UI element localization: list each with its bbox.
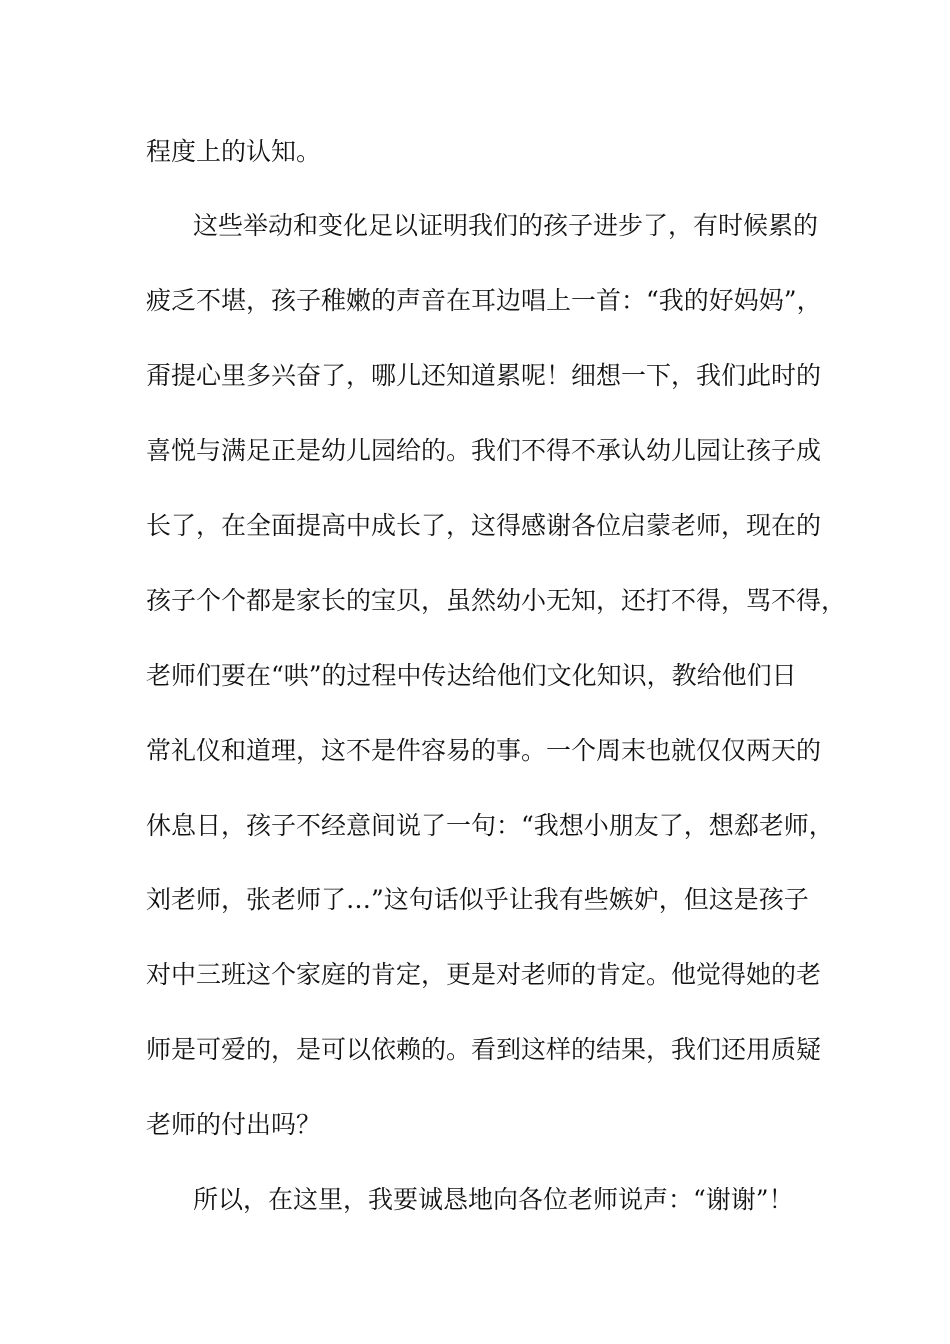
text-line: 孩子个个都是家长的宝贝，虽然幼小无知，还打不得，骂不得， [146, 586, 847, 615]
text-line: 疲乏不堪，孩子稚嫩的声音在耳边唱上一首：“我的好妈妈”， [146, 286, 822, 315]
text-line: 老师们要在“哄”的过程中传达给他们文化知识，教给他们日 [146, 661, 797, 690]
text-line: 这些举动和变化足以证明我们的孩子进步了，有时候累的 [193, 211, 819, 240]
text-line: 休息日，孩子不经意间说了一句：“我想小朋友了，想郄老师， [146, 811, 834, 840]
text-line: 程度上的认知。 [146, 137, 322, 166]
text-line: 喜悦与满足正是幼儿园给的。我们不得不承认幼儿园让孩子成 [146, 436, 822, 465]
text-line: 所以，在这里，我要诚恳地向各位老师说声：“谢谢”！ [193, 1185, 794, 1214]
text-line: 长了，在全面提高中成长了，这得感谢各位启蒙老师，现在的 [146, 511, 822, 540]
text-line: 师是可爱的，是可以依赖的。看到这样的结果，我们还用质疑 [146, 1035, 822, 1064]
text-line: 对中三班这个家庭的肯定，更是对老师的肯定。他觉得她的老 [146, 960, 822, 989]
text-line: 老师的付出吗？ [146, 1110, 322, 1139]
text-line: 甭提心里多兴奋了，哪儿还知道累呢！细想一下，我们此时的 [146, 361, 822, 390]
text-line: 刘老师，张老师了…”这句话似乎让我有些嫉妒，但这是孩子 [146, 885, 809, 914]
text-line: 常礼仪和道理，这不是件容易的事。一个周末也就仅仅两天的 [146, 736, 822, 765]
